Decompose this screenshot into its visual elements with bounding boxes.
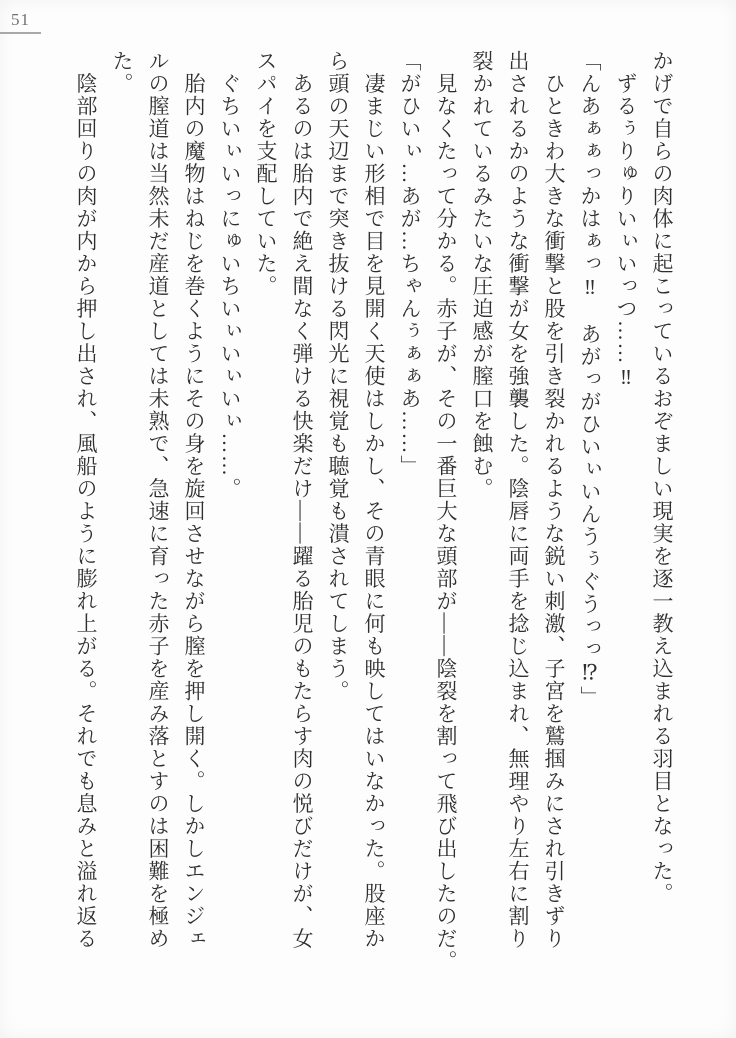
text-line: 見なくたって分かる。赤子が、その一番巨大な頭部が——陰裂を割って飛び出したのだ。 (434, 50, 458, 973)
text-line: あるのは胎内で絶え間なく弾ける快楽だけ——躍る胎児のもたらす肉の悦びだけが、女 (290, 50, 314, 950)
text-line: ルの膣道は当然未だ産道としては未熟で、急速に育った赤子を産み落とすのは困難を極め (146, 50, 170, 950)
text-line: 裂かれているみたいな圧迫感が膣口を蝕む。 (470, 50, 494, 500)
page-number: 51 (11, 10, 30, 29)
text-line: ぐちいぃいっにゅいちいぃいぃいぃ……。 (218, 50, 242, 500)
text-line: ら頭の天辺まで突き抜ける閃光に視覚も聴覚も潰されてしまう。 (326, 50, 350, 703)
text-line: ずるぅりゅりいぃいっつ……‼ (614, 50, 638, 391)
text-line: 「んあぁぁっかはぁっ‼ あがっがひいぃいんうぅぐうっっ⁉」 (578, 50, 602, 709)
text-line: ひときわ大きな衝撃と股を引き裂かれるような鋭い刺激、子宮を鷲掴みにされ引きずり (542, 50, 566, 950)
text-line: 胎内の魔物はねじを巻くようにその身を旋回させながら膣を押し開く。しかしエンジェ (182, 50, 206, 950)
text-line: 「がひいぃ…あが…ちゃんぅぁぁあ……」 (398, 50, 422, 478)
text-line: 出されるかのような衝撃が女を強襲した。陰唇に両手を捻じ込まれ、無理やり左右に割り (506, 50, 530, 950)
text-line: 陰部回りの肉が内から押し出され、風船のように膨れ上がる。それでも息みと溢れ返る (74, 50, 98, 950)
text-line: た。 (110, 50, 134, 95)
text-line: スパイを支配していた。 (254, 50, 278, 298)
body-text (68, 50, 680, 1018)
text-line: かげで自らの肉体に起こっているおぞましい現実を逐一教え込まれる羽目となった。 (650, 50, 674, 905)
page-number-block (0, 10, 41, 34)
text-line: 凄まじい形相で目を見開く天使はしかし、その青眼に何も映してはいなかった。股座か (362, 50, 386, 950)
